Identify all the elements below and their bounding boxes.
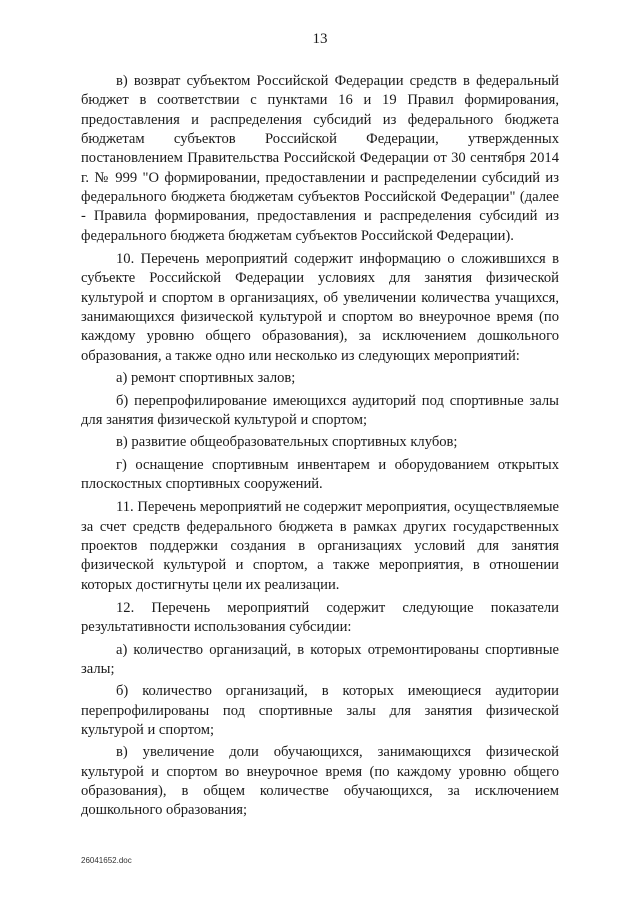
indicator-a-organizations: а) количество организаций, в которых отремонтированы спортивные залы; [81,641,559,677]
list-item-b-repurposing: б) перепрофилирование имеющихся аудиторий под спортивные залы для занятия физической культурой и спортом; [81,392,559,428]
document-file-code: 26041652.doc [81,856,132,865]
indicator-v-share: в) увеличение доли обучающихся, занимающихся физической культурой и спортом во внеурочное время (по каждому уровню общего образования), в общем количестве обучающихся, за исключением дошкольного образования; [81,744,559,819]
list-item-a-gym-repair: а) ремонт спортивных залов; [116,370,296,387]
document-body [81,72,559,821]
paragraph-item-v-refund: в) возврат субъектом Российской Федерации средств в федеральный бюджет в соответствии с пунктами 16 и 19 Правил формирования, предоставления и распределения субсидий из федерального бюджета бюджетам субъектов Российской Федерации, утвержденных постановлением Правительства Российской Федерации от 30 сентября 2014 г. № 999 "О формировании, предоставлении и распределении субсидий из федерального бюджета бюджетам субъектов Российской Федерации" (далее - Правила формирования, предоставления и распределения субсидий из федерального бюджета бюджетам субъектов Российской Федерации). [81,73,559,244]
list-item-g-equipment: г) оснащение спортивным инвентарем и оборудованием открытых плоскостных спортивных сооружений. [81,456,559,492]
paragraph-12: 12. Перечень мероприятий содержит следующие показатели результативности использования субсидии: [81,599,559,636]
page-number: 13 [312,31,328,47]
indicator-b-repurposed: б) количество организаций, в которых имеющиеся аудитории перепрофилированы под спортивные залы для занятия физической культурой и спортом; [81,683,559,738]
list-item-v-sports-clubs: в) развитие общеобразовательных спортивных клубов; [116,434,458,451]
paragraph-10: 10. Перечень мероприятий содержит информацию о сложившихся в субъекте Российской Федерации условиях для занятия физической культурой и спортом в организациях, об увеличении количества учащихся, занимающихся физической культурой и спортом во внеурочное время (по каждому уровню общего образования), за исключением дошкольного образования, а также одно или несколько из следующих мероприятий: [81,251,559,364]
paragraph-11: 11. Перечень мероприятий не содержит мероприятия, осуществляемые за счет средств федерального бюджета в рамках других государственных проектов поддержки создания в организациях условий для занятия физической культурой и спортом, а также мероприятия, в отношении которых достигнуты цели их реализации. [81,499,559,593]
